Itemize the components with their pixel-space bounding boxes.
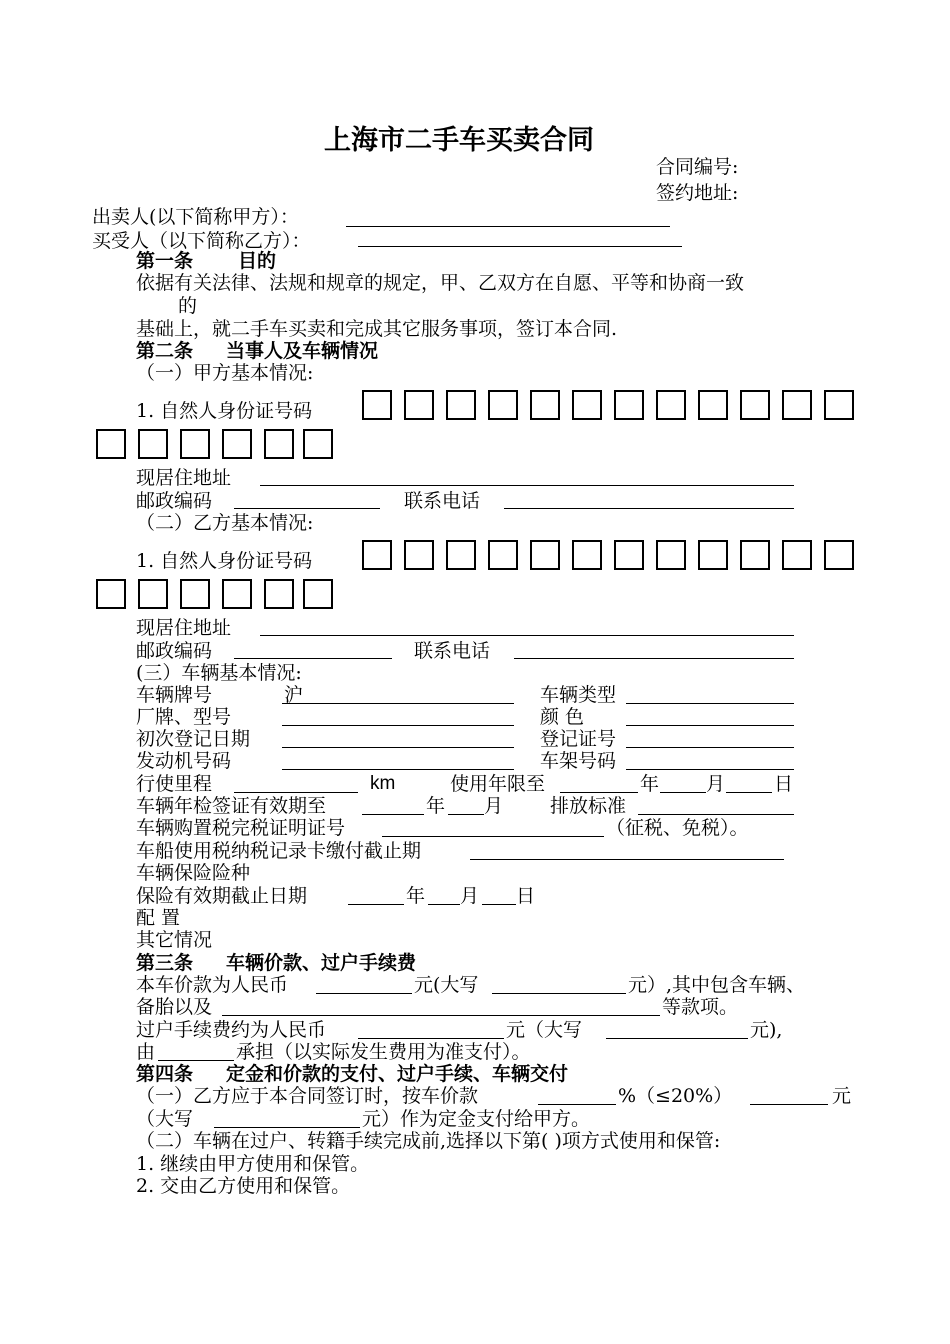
bear-suffix: 承担（以实际发生费用为准支付）。 (236, 1041, 531, 1063)
vin-blank[interactable] (626, 769, 794, 770)
deposit-yuan: 元 (832, 1085, 852, 1107)
price-mid: 元(大写 (414, 974, 479, 996)
article1-heading-title: 目的 (238, 250, 277, 272)
id-digit-box[interactable] (656, 540, 686, 570)
id-digit-box[interactable] (740, 390, 770, 420)
party-a-postcode-label: 邮政编码 (136, 490, 213, 512)
fee-amount-blank[interactable] (358, 1038, 504, 1039)
deposit-capital-prefix: （大写 (136, 1108, 194, 1130)
insurance-expiry-label: 保险有效期截止日期 (136, 885, 308, 907)
use-limit-day: 日 (774, 773, 794, 795)
fee-suffix: 元), (750, 1019, 783, 1041)
mileage-blank[interactable] (234, 792, 358, 793)
id-digit-box[interactable] (222, 579, 252, 609)
deposit-percent: %（≤20%） (618, 1085, 733, 1107)
use-limit-year-blank[interactable] (560, 792, 638, 793)
id-digit-box[interactable] (572, 540, 602, 570)
insurance-year: 年 (406, 885, 426, 907)
party-a-id-label: 1. 自然人身份证号码 (136, 400, 313, 422)
fee-prefix: 过户手续费约为人民币 (136, 1019, 327, 1041)
article1-text-line2: 基础上，就二手车买卖和完成其它服务事项，签订本合同. (136, 318, 618, 340)
fee-mid: 元（大写 (506, 1019, 583, 1041)
brand-model-label: 厂牌、型号 (136, 706, 232, 728)
registration-no-blank[interactable] (626, 747, 794, 748)
use-limit-month: 月 (706, 773, 726, 795)
spare-items-blank[interactable] (222, 1015, 660, 1016)
id-digit-box[interactable] (404, 540, 434, 570)
id-digit-box[interactable] (96, 429, 126, 459)
id-digit-box[interactable] (303, 579, 333, 609)
purchase-tax-label: 车辆购置税完税证明证号 (136, 817, 346, 839)
plate-label: 车辆牌号 (136, 684, 213, 706)
deposit-prefix: （一）乙方应于本合同签订时，按车价款 (136, 1085, 479, 1107)
sign-place-label: 签约地址: (656, 182, 739, 204)
configuration-label: 配 置 (136, 907, 181, 929)
id-digit-box[interactable] (362, 540, 392, 570)
fee-capital-blank[interactable] (606, 1038, 748, 1039)
inspection-label: 车辆年检签证有效期至 (136, 795, 327, 817)
spare-suffix: 等款项。 (662, 996, 739, 1018)
id-digit-box[interactable] (180, 579, 210, 609)
party-b-phone-blank[interactable] (514, 658, 794, 659)
plate-blank[interactable] (282, 703, 514, 704)
engine-no-blank[interactable] (282, 769, 514, 770)
id-digit-box[interactable] (656, 390, 686, 420)
deposit-amount-blank[interactable] (750, 1104, 828, 1105)
contract-number-label: 合同编号: (656, 156, 739, 178)
vessel-tax-blank[interactable] (470, 859, 784, 860)
insurance-label: 车辆保险险种 (136, 862, 251, 884)
id-digit-box[interactable] (698, 390, 728, 420)
vehicle-type-label: 车辆类型 (540, 684, 617, 706)
seller-name-blank[interactable] (346, 226, 670, 227)
vin-label: 车架号码 (540, 750, 617, 772)
party-b-id-label: 1. 自然人身份证号码 (136, 550, 313, 572)
id-digit-box[interactable] (824, 540, 854, 570)
price-prefix: 本车价款为人民币 (136, 974, 289, 996)
article2-heading-title: 当事人及车辆情况 (226, 340, 379, 362)
use-limit-month-blank[interactable] (660, 792, 706, 793)
insurance-month-blank[interactable] (428, 904, 460, 905)
id-digit-box[interactable] (362, 390, 392, 420)
other-info-label: 其它情况 (136, 929, 213, 951)
deposit-percent-blank[interactable] (538, 1104, 616, 1105)
id-digit-box[interactable] (488, 540, 518, 570)
registration-no-label: 登记证号 (540, 728, 617, 750)
party-b-postcode-label: 邮政编码 (136, 640, 213, 662)
custody-option-1: 1. 继续由甲方使用和保管。 (136, 1153, 370, 1175)
vessel-tax-label: 车船使用税纳税记录卡缴付截止期 (136, 840, 422, 862)
id-digit-box[interactable] (222, 429, 252, 459)
mileage-unit: km (370, 773, 396, 794)
mileage-label: 行使里程 (136, 773, 213, 795)
id-digit-box[interactable] (96, 579, 126, 609)
price-suffix: 元）,其中包含车辆、 (628, 974, 806, 996)
id-digit-box[interactable] (614, 390, 644, 420)
buyer-label: 买受人（以下简称乙方）： (92, 230, 311, 252)
spare-prefix: 备胎以及 (136, 996, 213, 1018)
id-digit-box[interactable] (530, 540, 560, 570)
party-a-postcode-blank[interactable] (234, 508, 380, 509)
id-digit-box[interactable] (264, 579, 294, 609)
buyer-name-blank[interactable] (358, 246, 682, 247)
first-registration-blank[interactable] (282, 747, 514, 748)
article4-heading-title: 定金和价款的支付、过户手续、车辆交付 (226, 1063, 569, 1085)
party-b-address-label: 现居住地址 (136, 617, 232, 639)
id-digit-box[interactable] (572, 390, 602, 420)
purchase-tax-note: （征税、免税）。 (606, 817, 749, 839)
id-digit-box[interactable] (138, 579, 168, 609)
id-digit-box[interactable] (782, 390, 812, 420)
article1-heading: 第一条 (136, 250, 194, 272)
id-digit-box[interactable] (303, 429, 333, 459)
first-registration-label: 初次登记日期 (136, 728, 251, 750)
insurance-day: 日 (516, 885, 536, 907)
use-limit-day-blank[interactable] (726, 792, 772, 793)
id-digit-box[interactable] (824, 390, 854, 420)
bear-prefix: 由 (136, 1041, 156, 1063)
id-digit-box[interactable] (698, 540, 728, 570)
insurance-day-blank[interactable] (482, 904, 516, 905)
use-limit-label: 使用年限至 (450, 773, 546, 795)
inspection-month-blank[interactable] (448, 814, 484, 815)
id-digit-box[interactable] (782, 540, 812, 570)
emission-blank[interactable] (638, 814, 794, 815)
id-digit-box[interactable] (180, 429, 210, 459)
seller-label: 出卖人(以下简称甲方）： (92, 206, 299, 228)
custody-text: （二）车辆在过户、转籍手续完成前,选择以下第( )项方式使用和保管: (136, 1130, 721, 1152)
vehicle-title: (三）车辆基本情况: (136, 662, 302, 684)
custody-option-2: 2. 交由乙方使用和保管。 (136, 1175, 351, 1197)
id-digit-box[interactable] (138, 429, 168, 459)
party-a-address-blank[interactable] (260, 485, 794, 486)
id-digit-box[interactable] (446, 390, 476, 420)
party-a-address-label: 现居住地址 (136, 467, 232, 489)
party-b-postcode-blank[interactable] (234, 658, 392, 659)
party-b-phone-label: 联系电话 (414, 640, 491, 662)
party-b-address-blank[interactable] (260, 635, 794, 636)
purchase-tax-blank[interactable] (382, 836, 604, 837)
party-a-phone-label: 联系电话 (404, 490, 481, 512)
id-digit-box[interactable] (264, 429, 294, 459)
party-b-title: （二）乙方基本情况: (136, 512, 314, 534)
article3-heading-title: 车辆价款、过户手续费 (226, 952, 417, 974)
insurance-year-blank[interactable] (348, 904, 404, 905)
price-capital-blank[interactable] (492, 993, 626, 994)
emission-label: 排放标准 (550, 795, 627, 817)
inspection-year-blank[interactable] (362, 814, 424, 815)
id-digit-box[interactable] (530, 390, 560, 420)
id-digit-box[interactable] (488, 390, 518, 420)
party-a-phone-blank[interactable] (504, 508, 794, 509)
price-amount-blank[interactable] (316, 993, 412, 994)
color-label: 颜 色 (540, 706, 585, 728)
id-digit-box[interactable] (740, 540, 770, 570)
inspection-year: 年 (426, 795, 446, 817)
vehicle-type-blank[interactable] (626, 703, 794, 704)
id-digit-box[interactable] (614, 540, 644, 570)
article3-heading: 第三条 (136, 952, 194, 974)
color-blank[interactable] (626, 725, 794, 726)
insurance-month: 月 (460, 885, 480, 907)
deposit-capital-suffix: 元）作为定金支付给甲方。 (362, 1108, 591, 1130)
document-title: 上海市二手车买卖合同 (324, 125, 594, 156)
id-digit-box[interactable] (446, 540, 476, 570)
plate-prefix: 沪 (284, 684, 304, 706)
brand-model-blank[interactable] (282, 725, 514, 726)
use-limit-year: 年 (640, 773, 660, 795)
article4-heading: 第四条 (136, 1063, 194, 1085)
party-a-title: （一）甲方基本情况: (136, 362, 314, 384)
deposit-capital-blank[interactable] (214, 1127, 360, 1128)
id-digit-box[interactable] (404, 390, 434, 420)
article1-text-wrap: 的 (178, 295, 198, 317)
article2-heading: 第二条 (136, 340, 194, 362)
article1-text-line1: 依据有关法律、法规和规章的规定，甲、乙双方在自愿、平等和协商一致 (136, 272, 745, 294)
inspection-month: 月 (484, 795, 504, 817)
engine-no-label: 发动机号码 (136, 750, 232, 772)
bear-party-blank[interactable] (158, 1060, 234, 1061)
